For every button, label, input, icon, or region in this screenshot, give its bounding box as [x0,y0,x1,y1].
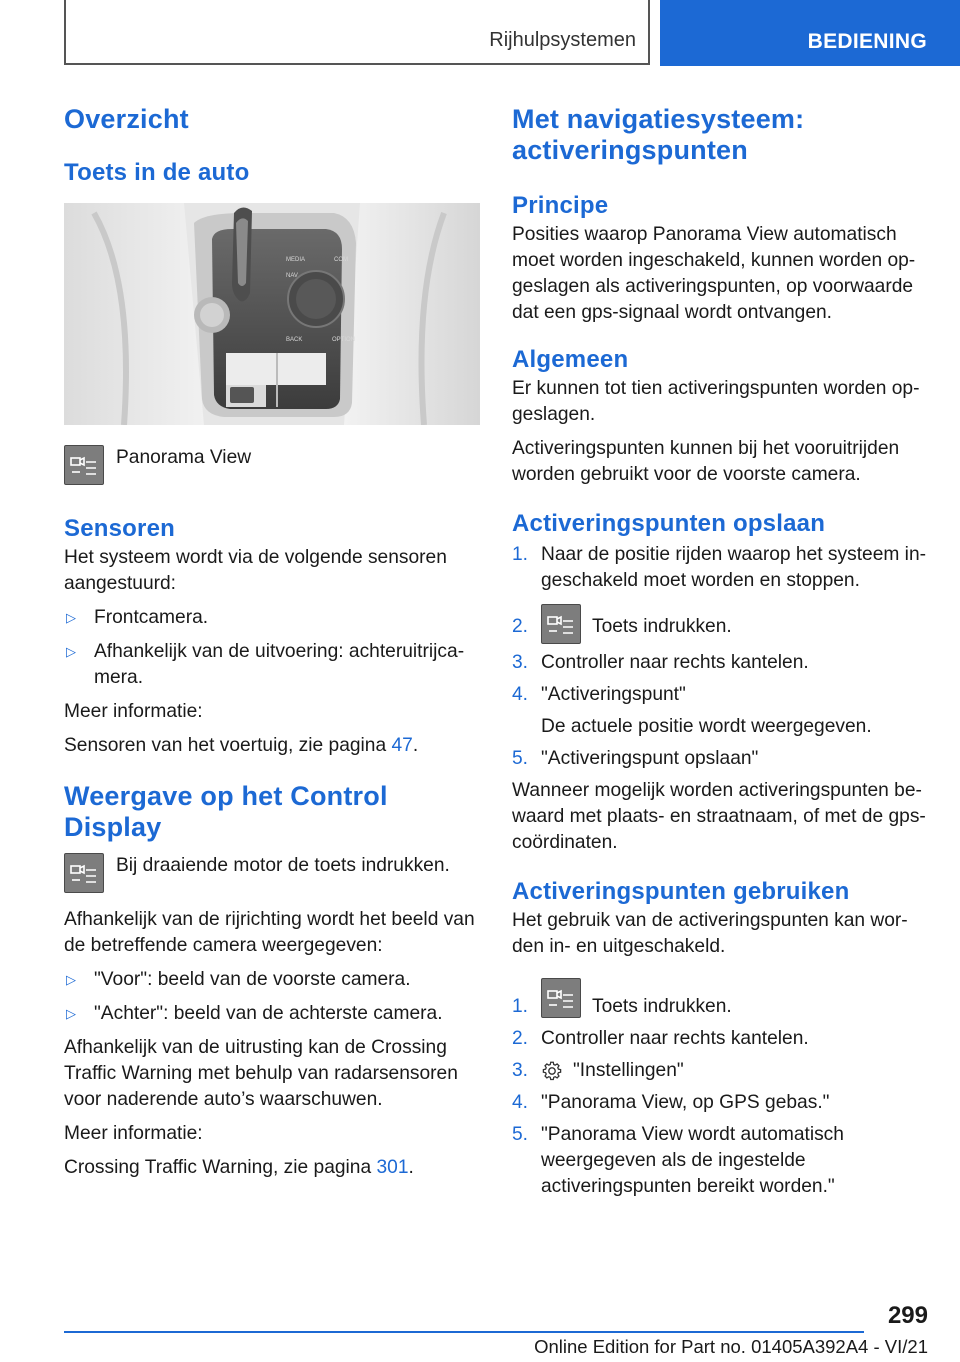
page-number: 299 [887,1302,928,1329]
header-section-title: Rijhulpsystemen [489,29,636,51]
header-rule-left [64,0,66,64]
heading-weergave: Weergave op het Control Display [64,781,388,842]
panorama-view-icon [64,853,104,893]
console-label-back: BACK [286,337,303,343]
bullet-triangle-icon: ▷ [66,972,76,987]
header-rule-bottom [64,63,650,65]
opslaan-step: 3. Controller naar rechts kantelen. [512,652,809,673]
console-label-media: MEDIA [286,257,306,263]
title-overzicht: Overzicht [64,104,189,134]
sensor-bullet: ▷ Frontcamera. [64,605,480,631]
gebruiken-step: 5. "Panorama View wordt automatisch weergegeven als de ingestelde activeringspunten bereikt worden." [512,1124,844,1197]
gebruiken-intro: Het gebruik van de activeringspunten kan wor-den in- en uitgeschakeld. [512,910,908,957]
display-more: Meer informatie: [64,1123,203,1144]
opslaan-step: 4. "Activeringspunt" De actuele positie wordt weergegeven. [512,684,872,737]
console-label-nav: NAV [286,273,298,279]
principe-text: Posities waarop Panorama View automatisch moet worden ingeschakeld, kunnen worden op-geslagen als activeringspunten, op voorwaarde dat een gps-signaal wordt ontvangen. [512,224,916,323]
header-rule-divider [648,0,650,64]
heading-opslaan: Activeringspunten opslaan [512,510,826,537]
display-bullet: ▷ "Voor": beeld van de voorste camera. [64,967,480,993]
sensor-bullet: ▷ Afhankelijk van de uitvoering: achteruitrijca-mera. [64,639,480,691]
gebruiken-step: 2. Controller naar rechts kantelen. [512,1028,809,1049]
opslaan-step: 2. Toets indrukken. [512,604,928,644]
panorama-view-icon [541,604,581,644]
gebruiken-step: 1. Toets indrukken. [512,978,928,1020]
opslaan-step: 1. Naar de positie rijden waarop het systeem in-geschakeld moet worden en stoppen. [512,544,927,591]
subtitle-toets: Toets in de auto [64,159,250,186]
sensoren-reference: Sensoren van het voertuig, zie pagina 47. [64,735,419,756]
bullet-triangle-icon: ▷ [66,610,76,625]
display-icon-text: Bij draaiende motor de toets indrukken. [116,855,450,876]
console-label-option: OPTION [332,337,356,343]
panorama-view-icon [541,978,581,1018]
center-console-illustration [64,203,480,425]
panorama-view-button-row [64,445,480,485]
display-bullet: ▷ "Achter": beeld van de achterste camera. [64,1001,480,1027]
gear-selector-photo [64,203,480,425]
left-column [64,100,480,1181]
display-reference: Crossing Traffic Warning, zie pagina 301. [64,1157,414,1178]
heading-principe: Principe [512,192,609,219]
console-label-com: COM [334,257,348,263]
right-column [512,100,928,1200]
heading-algemeen: Algemeen [512,346,629,373]
panorama-view-icon [64,445,104,485]
display-button-row [64,853,480,893]
bullet-triangle-icon: ▷ [66,644,76,659]
gebruiken-step: 3. "Instellingen" [512,1060,684,1081]
title-navigatie: Met navigatiesysteem: activeringspunten [512,104,805,165]
opslaan-after: Wanneer mogelijk worden activeringspunten be-waard met plaats- en straatnaam, of met de gps-coördinaten. [512,780,926,853]
opslaan-step: 5. "Activeringspunt opslaan" [512,748,759,769]
page-link-301[interactable]: 301 [376,1157,409,1178]
bullet-triangle-icon: ▷ [66,1006,76,1021]
panorama-view-caption: Panorama View [116,447,252,468]
display-para1: Afhankelijk van de rijrichting wordt het beeld van de betreffende camera weergegeven: [64,909,475,956]
algemeen-text1: Er kunnen tot tien activeringspunten worden op-geslagen. [512,378,920,425]
display-para2: Afhankelijk van de uitrusting kan de Crossing Traffic Warning met behulp van radarsensoren voor naderende auto’s waarschuwen. [64,1037,458,1110]
settings-gear-icon [541,1060,563,1082]
footer-rule [64,1331,864,1333]
sensoren-intro: Het systeem wordt via de volgende sensoren aangestuurd: [64,547,447,594]
heading-gebruiken: Activeringspunten gebruiken [512,878,850,905]
page-link-47[interactable]: 47 [391,735,413,756]
gebruiken-step: 4. "Panorama View, op GPS gebas." [512,1092,830,1113]
algemeen-text2: Activeringspunten kunnen bij het vooruitrijden worden gebruikt voor de voorste camera. [512,438,900,485]
heading-sensoren: Sensoren [64,515,175,542]
sensoren-more: Meer informatie: [64,701,203,722]
header-chapter-tab: BEDIENING [660,0,960,66]
footer-edition: Online Edition for Part no. 01405A392A4 - VI/21 [534,1336,928,1357]
